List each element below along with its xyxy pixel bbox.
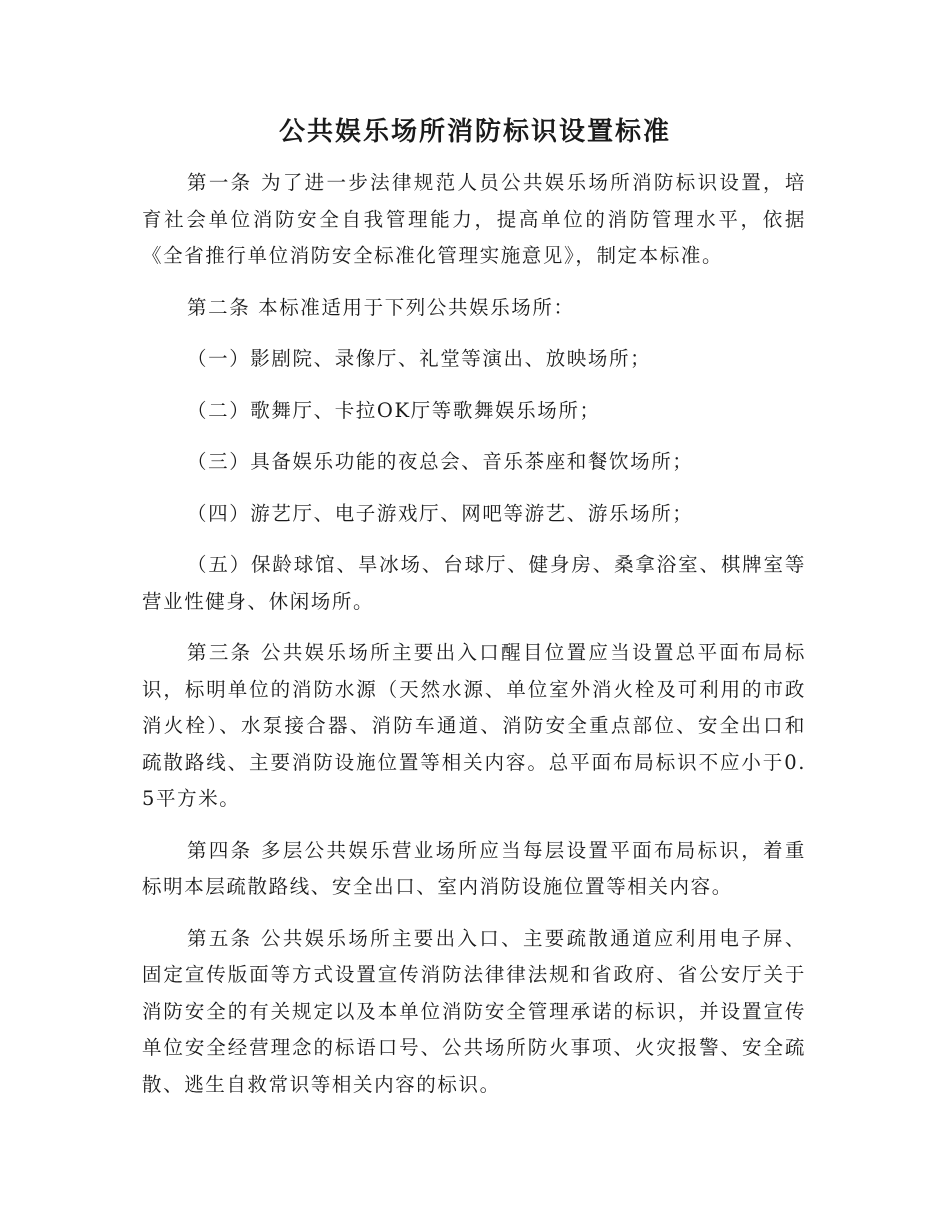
list-item-3: （三）具备娱乐功能的夜总会、音乐茶座和餐饮场所； xyxy=(187,450,694,473)
document-title: 公共娱乐场所消防标识设置标准 xyxy=(278,117,671,147)
article-4: 第四条 多层公共娱乐营业场所应当每层设置平面布局标识，着重标明本层疏散路线、安全出口、室内消防设施位置等相关内容。 xyxy=(142,838,806,898)
list-item-5: （五）保龄球馆、旱冰场、台球厅、健身房、桑拿浴室、棋牌室等营业性健身、休闲场所。 xyxy=(142,553,806,613)
article-1: 第一条 为了进一步法律规范人员公共娱乐场所消防标识设置，培育社会单位消防安全自我管理能力，提高单位的消防管理水平，依据《全省推行单位消防安全标准化管理实施意见》，制定本标准。 xyxy=(142,171,806,267)
article-5: 第五条 公共娱乐场所主要出入口、主要疏散通道应利用电子屏、固定宣传版面等方式设置宣传消防法律律法规和省政府、省公安厅关于消防安全的有关规定以及本单位消防安全管理承诺的标识，并设置宣传单位安全经营理念的标语口号、公共场所防火事项、火灾报警、安全疏散、逃生自救常识等相关内容的标识。 xyxy=(142,926,806,1096)
article-3: 第三条 公共娱乐场所主要出入口醒目位置应当设置总平面布局标识，标明单位的消防水源（天然水源、单位室外消火栓及可利用的市政消火栓）、水泵接合器、消防车通道、消防安全重点部位、安全出口和疏散路线、主要消防设施位置等相关内容。总平面布局标识不应小于0.5平方米。 xyxy=(142,641,806,810)
list-item-2: （二）歌舞厅、卡拉OK厅等歌舞娱乐场所； xyxy=(187,398,601,422)
list-item-4: （四）游艺厅、电子游戏厅、网吧等游艺、游乐场所； xyxy=(187,501,694,525)
document-body xyxy=(142,165,806,1103)
list-item-1: （一）影剧院、录像厅、礼堂等演出、放映场所； xyxy=(187,347,652,370)
article-2: 第二条 本标准适用于下列公共娱乐场所： xyxy=(187,295,575,319)
